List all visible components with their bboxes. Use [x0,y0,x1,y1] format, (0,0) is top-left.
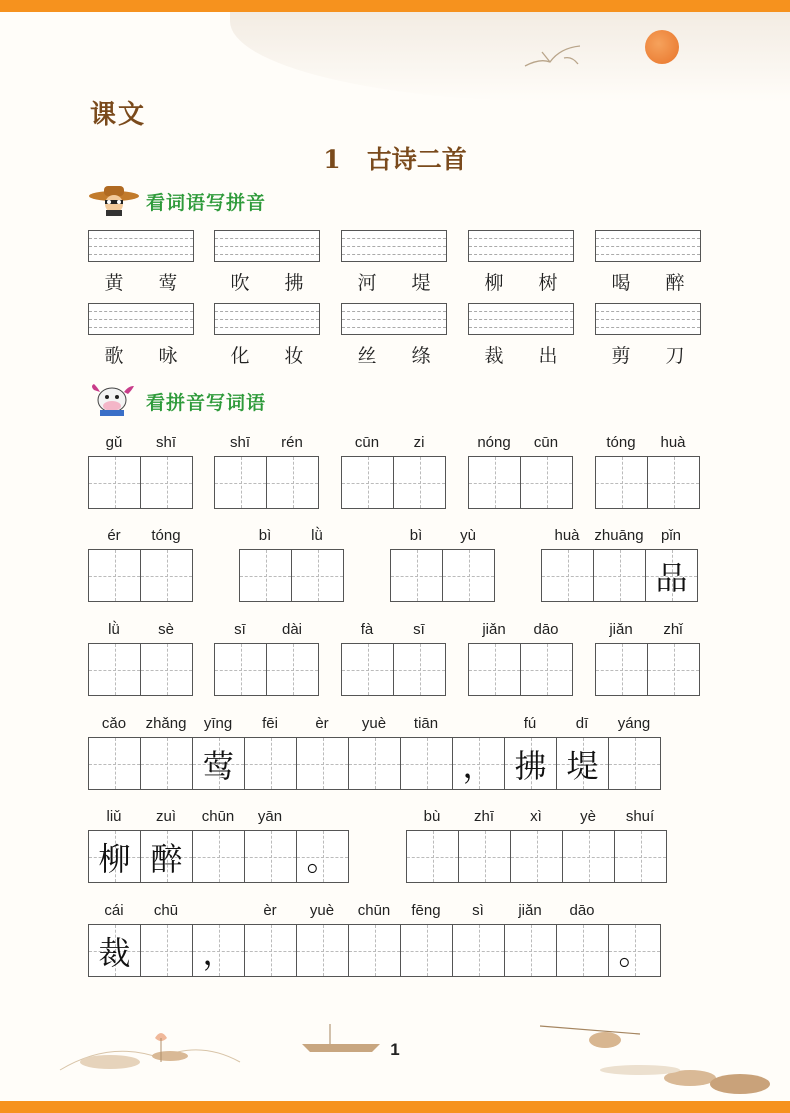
filled-character [89,550,140,601]
filled-character [469,457,520,508]
mascot-cow-icon [88,384,140,416]
filled-character [141,457,192,508]
writing-guide-line [89,327,193,328]
pinyin-label: fú [523,715,537,732]
filled-character [349,925,400,976]
filled-character [521,457,572,508]
character-grid [88,549,193,602]
filled-character [401,925,452,976]
character-grid [406,830,667,883]
filled-character [648,644,699,695]
pinyin-label: sì [472,902,484,919]
pinyin-label: yuè [309,902,335,919]
filled-character [511,831,562,882]
character-grid [239,549,344,602]
writing-cell[interactable] [562,830,615,883]
filled-character [245,925,296,976]
writing-cell[interactable] [348,924,401,977]
pinyin-label: jiǎn [482,621,506,638]
filled-character [141,550,192,601]
top-border-bar [0,0,790,12]
bottom-border-bar [0,1101,790,1113]
pinyin-label: sī [234,621,246,638]
pinyin-label: shī [155,434,176,451]
writing-guide-line [342,254,446,255]
word-character: 刀 [665,345,685,367]
pinyin-label: bì [409,527,423,544]
pinyin-label: sī [413,621,425,638]
character-grid [541,549,698,602]
writing-cell[interactable] [140,549,193,602]
writing-cell[interactable] [400,737,453,790]
filled-character [245,831,296,882]
writing-cell[interactable] [393,456,446,509]
writing-cell[interactable] [266,456,319,509]
writing-cell[interactable] [88,549,141,602]
writing-cell[interactable] [192,737,245,790]
character-grid [341,643,446,696]
filled-character [89,738,140,789]
writing-guide-line [469,319,573,320]
word-character: 黄 [104,272,124,294]
filled-character [342,457,393,508]
character-grid [468,643,573,696]
writing-cell[interactable] [504,737,557,790]
writing-cell[interactable] [442,549,495,602]
filled-character [407,831,458,882]
character-grid [88,456,193,509]
filled-character [596,457,647,508]
filled-character: 莺 [202,746,235,785]
pinyin-label: sè [158,621,174,638]
writing-guide-line [89,254,193,255]
writing-cell[interactable] [192,924,245,977]
pinyin-label: yān [257,808,283,825]
filled-character [453,925,504,976]
word-character: 喝 [611,272,631,294]
writing-guide-line [342,327,446,328]
filled-character [596,644,647,695]
writing-cell[interactable] [520,456,573,509]
filled-character [240,550,291,601]
word-character: 剪 [611,345,631,367]
writing-cell[interactable] [88,737,141,790]
writing-cell[interactable] [468,456,521,509]
part1-label: 看词语写拼音 [146,192,267,214]
filled-character: ， [462,746,495,785]
writing-guide-line [596,327,700,328]
writing-cell[interactable] [520,643,573,696]
word-character: 树 [538,272,558,294]
filled-character [615,831,666,882]
pinyin-label: zhǎng [145,715,187,732]
writing-guide-line [89,319,193,320]
pinyin-label: huà [554,527,580,544]
writing-guide-line [596,246,700,247]
pinyin-label: yè [580,808,596,825]
pinyin-label: nóng [477,434,511,451]
filled-character [267,644,318,695]
lesson-title-text: 古诗二首 [366,145,467,174]
writing-guide-line [342,246,446,247]
writing-cell[interactable] [458,830,511,883]
filled-character: 拂 [514,746,547,785]
character-grid [595,456,700,509]
pinyin-label: zhǐ [663,621,683,638]
writing-cell[interactable] [393,643,446,696]
filled-character [141,644,192,695]
pinyin-label: fēng [411,902,441,919]
character-grid [341,456,446,509]
writing-cell[interactable] [88,830,141,883]
filled-character [557,925,608,976]
writing-guide-line [342,238,446,239]
section-heading: 课文 [90,100,147,130]
filled-character [521,644,572,695]
pinyin-label: tóng [606,434,636,451]
writing-cell[interactable] [390,549,443,602]
filled-character: 醉 [150,839,183,878]
filled-character [267,457,318,508]
pinyin-label: zhī [473,808,494,825]
writing-guide-line [596,238,700,239]
writing-cell[interactable] [296,737,349,790]
writing-guide-line [469,254,573,255]
pinyin-label: pǐn [660,527,682,544]
writing-cell[interactable] [341,643,394,696]
pinyin-label: jiǎn [518,902,542,919]
pinyin-label: cái [104,902,124,919]
writing-cell[interactable] [239,549,292,602]
writing-cell[interactable] [541,549,594,602]
filled-character [292,550,343,601]
filled-character [609,738,660,789]
pinyin-label: lǜ [108,621,120,638]
pinyin-answer-box[interactable] [468,303,574,335]
sun-icon [645,30,679,64]
pinyin-label: liǔ [106,808,122,825]
character-grid [595,643,700,696]
filled-character: 裁 [98,933,131,972]
filled-character: 柳 [98,839,131,878]
character-grid [214,456,319,509]
pinyin-label: zuì [155,808,176,825]
filled-character [141,925,192,976]
pinyin-label: fēi [262,715,278,732]
word-character: 莺 [158,272,178,294]
writing-cell[interactable] [400,924,453,977]
pinyin-label: cǎo [101,715,127,732]
pinyin-answer-box[interactable] [341,303,447,335]
page-number: 1 [390,1040,400,1059]
pinyin-label: shuí [625,808,655,825]
writing-guide-line [215,327,319,328]
filled-character [349,738,400,789]
pinyin-label: èr [263,902,277,919]
filled-character [89,644,140,695]
writing-guide-line [215,238,319,239]
filled-character [505,925,556,976]
filled-character: 。 [618,933,651,972]
pinyin-label: chūn [201,808,235,825]
writing-cell[interactable] [88,924,141,977]
word-character: 妆 [284,345,304,367]
filled-character: 。 [306,839,339,878]
filled-character [193,831,244,882]
writing-cell[interactable] [140,737,193,790]
word-character: 绦 [411,345,431,367]
pinyin-label: dī [575,715,589,732]
writing-guide-line [215,319,319,320]
filled-character [648,457,699,508]
pinyin-label: huà [660,434,686,451]
bird-sketch-icon [520,38,590,72]
mist-decoration [230,12,790,102]
filled-character [245,738,296,789]
pinyin-label: zi [413,434,425,451]
word-character: 拂 [284,272,304,294]
writing-guide-line [469,246,573,247]
writing-cell[interactable] [140,456,193,509]
word-character: 河 [357,272,377,294]
writing-guide-line [469,311,573,312]
writing-cell[interactable] [244,737,297,790]
pinyin-label: dài [281,621,303,638]
character-grid [88,830,349,883]
writing-guide-line [596,254,700,255]
filled-character [215,644,266,695]
filled-character [297,738,348,789]
pinyin-label: tiān [413,715,439,732]
word-character: 堤 [411,272,431,294]
character-grid [390,549,495,602]
pinyin-label: chūn [357,902,391,919]
filled-character [542,550,593,601]
word-character: 醉 [665,272,685,294]
part1-header [88,184,388,218]
writing-cell[interactable] [214,456,267,509]
filled-character [394,457,445,508]
filled-character: 堤 [566,746,599,785]
writing-cell[interactable] [341,456,394,509]
writing-guide-line [89,246,193,247]
writing-cell[interactable] [614,830,667,883]
writing-cell[interactable] [348,737,401,790]
writing-cell[interactable] [593,549,646,602]
pinyin-label: lǜ [311,527,323,544]
pinyin-answer-box[interactable] [214,230,320,262]
pinyin-answer-box[interactable] [341,230,447,262]
pinyin-label: cūn [354,434,380,451]
writing-guide-line [596,319,700,320]
pinyin-answer-box[interactable] [214,303,320,335]
writing-cell[interactable] [244,924,297,977]
writing-cell[interactable] [645,549,698,602]
writing-guide-line [342,319,446,320]
pinyin-label: fà [360,621,374,638]
writing-cell[interactable] [452,737,505,790]
writing-cell[interactable] [608,737,661,790]
filled-character [563,831,614,882]
writing-cell[interactable] [88,456,141,509]
writing-cell[interactable] [140,643,193,696]
writing-cell[interactable] [468,643,521,696]
filled-character [342,644,393,695]
writing-guide-line [215,311,319,312]
pinyin-label: cūn [533,434,559,451]
pinyin-label: bù [423,808,441,825]
part2-label: 看拼音写词语 [146,392,267,414]
character-grid [88,924,661,977]
filled-character [89,457,140,508]
character-grid [88,737,661,790]
part2-header [88,384,388,418]
writing-guide-line [89,238,193,239]
writing-cell[interactable] [452,924,505,977]
filled-character [394,644,445,695]
pinyin-label: chū [153,902,179,919]
pinyin-answer-box[interactable] [88,303,194,335]
pinyin-label: bì [258,527,272,544]
filled-character [401,738,452,789]
word-character: 柳 [484,272,504,294]
filled-character: ， [202,933,235,972]
character-grid [214,643,319,696]
writing-cell[interactable] [406,830,459,883]
pinyin-label: dāo [533,621,559,638]
writing-guide-line [596,311,700,312]
pinyin-label: xì [530,808,542,825]
filled-character [594,550,645,601]
writing-guide-line [469,327,573,328]
writing-cell[interactable] [192,830,245,883]
pinyin-label: zhuāng [594,527,644,544]
writing-cell[interactable] [140,830,193,883]
character-grid [468,456,573,509]
writing-cell[interactable] [214,643,267,696]
pinyin-label: tóng [151,527,181,544]
writing-cell[interactable] [510,830,563,883]
filled-character: 品 [655,558,688,597]
writing-cell[interactable] [244,830,297,883]
writing-cell[interactable] [608,924,661,977]
writing-guide-line [469,238,573,239]
character-grid [88,643,193,696]
filled-character [215,457,266,508]
pinyin-label: jiǎn [609,621,633,638]
pinyin-label: rén [281,434,303,451]
pinyin-answer-box[interactable] [595,230,701,262]
mascot-cowboy-icon [88,184,140,216]
writing-cell[interactable] [291,549,344,602]
pinyin-answer-box[interactable] [595,303,701,335]
writing-cell[interactable] [556,737,609,790]
word-character: 化 [230,345,250,367]
writing-cell[interactable] [296,830,349,883]
writing-guide-line [215,246,319,247]
pinyin-label: yáng [617,715,651,732]
lesson-title [0,140,790,176]
pinyin-label: ér [107,527,121,544]
pinyin-label: dāo [569,902,595,919]
writing-cell[interactable] [595,456,648,509]
word-character: 吹 [230,272,250,294]
filled-character [297,925,348,976]
pinyin-label: shī [229,434,250,451]
writing-cell[interactable] [296,924,349,977]
pinyin-label: yù [460,527,476,544]
word-character: 裁 [484,345,504,367]
filled-character [391,550,442,601]
pinyin-answer-box[interactable] [468,230,574,262]
pinyin-label: yīng [203,715,233,732]
writing-cell[interactable] [266,643,319,696]
pinyin-answer-box[interactable] [88,230,194,262]
word-character: 咏 [158,345,178,367]
writing-cell[interactable] [647,456,700,509]
writing-cell[interactable] [504,924,557,977]
pinyin-label: yuè [361,715,387,732]
writing-cell[interactable] [556,924,609,977]
word-character: 歌 [104,345,124,367]
writing-guide-line [89,311,193,312]
writing-cell[interactable] [647,643,700,696]
writing-cell[interactable] [595,643,648,696]
filled-character [443,550,494,601]
writing-cell[interactable] [88,643,141,696]
filled-character [459,831,510,882]
writing-guide-line [215,254,319,255]
filled-character [141,738,192,789]
filled-character [469,644,520,695]
word-character: 出 [538,345,558,367]
writing-guide-line [342,311,446,312]
writing-cell[interactable] [140,924,193,977]
lesson-number: 1 [323,145,341,174]
pinyin-label: èr [315,715,329,732]
word-character: 丝 [357,345,377,367]
pinyin-label: gǔ [105,434,123,451]
